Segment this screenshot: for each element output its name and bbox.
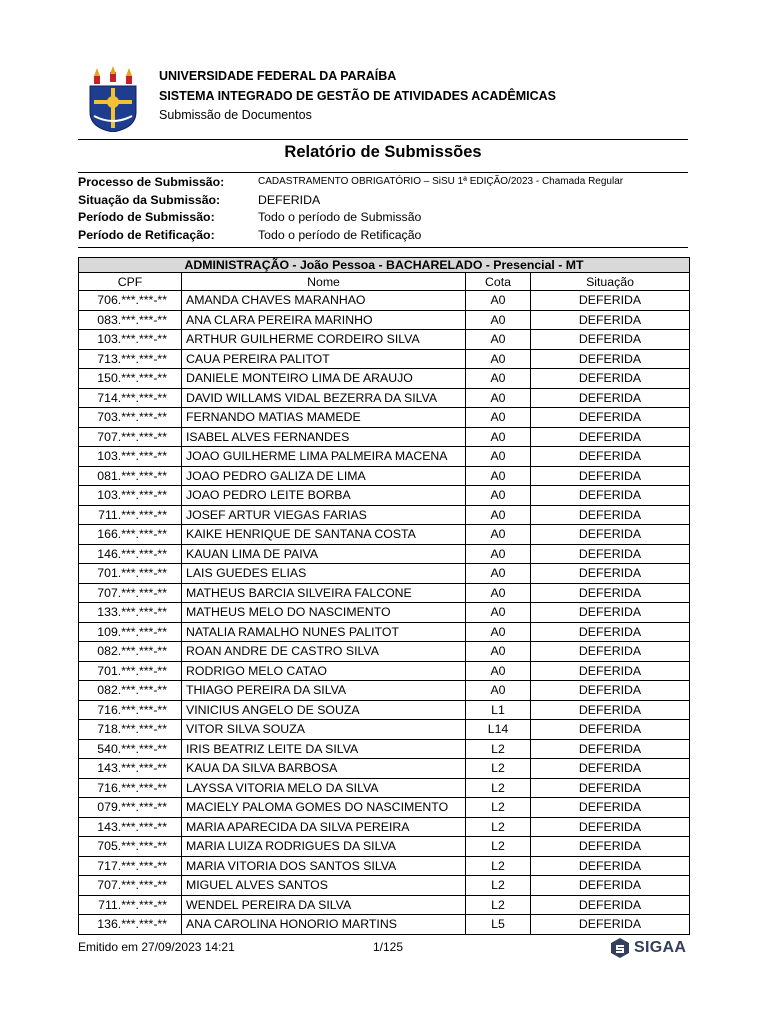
situacao-cell: DEFERIDA <box>531 486 690 506</box>
situacao-cell: DEFERIDA <box>531 544 690 564</box>
period-value: Todo o período de Submissão <box>258 210 422 225</box>
nome-cell: NATALIA RAMALHO NUNES PALITOT <box>182 622 466 642</box>
module-name: Submissão de Documentos <box>159 108 312 122</box>
table-row <box>79 447 690 467</box>
table-row <box>79 778 690 798</box>
situacao-cell: DEFERIDA <box>531 837 690 857</box>
sigaa-brand <box>610 937 686 959</box>
column-header-cota: Cota <box>466 273 531 291</box>
table-row <box>79 739 690 759</box>
nome-cell: ISABEL ALVES FERNANDES <box>182 427 466 447</box>
nome-cell: AMANDA CHAVES MARANHAO <box>182 291 466 311</box>
cota-cell: A0 <box>466 486 531 506</box>
situacao-cell: DEFERIDA <box>531 310 690 330</box>
cpf-cell: 150.***.***-** <box>79 369 182 389</box>
cota-cell: A0 <box>466 622 531 642</box>
cota-cell: A0 <box>466 583 531 603</box>
sigaa-logo-icon <box>610 937 630 959</box>
cpf-cell: 103.***.***-** <box>79 330 182 350</box>
table-row <box>79 505 690 525</box>
cota-cell: A0 <box>466 505 531 525</box>
cpf-cell: 166.***.***-** <box>79 525 182 545</box>
page-number: 1/125 <box>373 940 404 954</box>
cpf-cell: 718.***.***-** <box>79 720 182 740</box>
situacao-cell: DEFERIDA <box>531 876 690 896</box>
cpf-cell: 716.***.***-** <box>79 778 182 798</box>
nome-cell: MARIA APARECIDA DA SILVA PEREIRA <box>182 817 466 837</box>
cpf-cell: 082.***.***-** <box>79 681 182 701</box>
situacao-cell: DEFERIDA <box>531 603 690 623</box>
nome-cell: KAIKE HENRIQUE DE SANTANA COSTA <box>182 525 466 545</box>
nome-cell: ROAN ANDRE DE CASTRO SILVA <box>182 642 466 662</box>
nome-cell: KAUA DA SILVA BARBOSA <box>182 759 466 779</box>
status-value: DEFERIDA <box>258 192 321 207</box>
nome-cell: ARTHUR GUILHERME CORDEIRO SILVA <box>182 330 466 350</box>
cpf-cell: 143.***.***-** <box>79 817 182 837</box>
process-value: CADASTRAMENTO OBRIGATÓRIO – SiSU 1ª EDIÇÃO/2023 - Chamada Regular <box>258 176 624 188</box>
cpf-cell: 109.***.***-** <box>79 622 182 642</box>
cpf-cell: 103.***.***-** <box>79 486 182 506</box>
cpf-cell: 079.***.***-** <box>79 798 182 818</box>
cpf-cell: 707.***.***-** <box>79 427 182 447</box>
situacao-cell: DEFERIDA <box>531 349 690 369</box>
info-divider <box>78 247 688 248</box>
cota-cell: A0 <box>466 388 531 408</box>
period-label: Período de Submissão: <box>78 210 215 225</box>
cota-cell: L2 <box>466 895 531 915</box>
cota-cell: A0 <box>466 525 531 545</box>
nome-cell: RODRIGO MELO CATAO <box>182 661 466 681</box>
situacao-cell: DEFERIDA <box>531 778 690 798</box>
situacao-cell: DEFERIDA <box>531 622 690 642</box>
header-divider <box>78 139 688 140</box>
table-row <box>79 759 690 779</box>
cpf-cell: 707.***.***-** <box>79 876 182 896</box>
table-row <box>79 642 690 662</box>
retif-value: Todo o período de Retificação <box>258 228 422 243</box>
situacao-cell: DEFERIDA <box>531 583 690 603</box>
table-row <box>79 369 690 389</box>
cota-cell: A0 <box>466 369 531 389</box>
table-row <box>79 466 690 486</box>
nome-cell: ANA CLARA PEREIRA MARINHO <box>182 310 466 330</box>
nome-cell: LAYSSA VITORIA MELO DA SILVA <box>182 778 466 798</box>
cota-cell: A0 <box>466 447 531 467</box>
cota-cell: L2 <box>466 759 531 779</box>
cpf-cell: 701.***.***-** <box>79 661 182 681</box>
cota-cell: L2 <box>466 876 531 896</box>
table-row <box>79 349 690 369</box>
situacao-cell: DEFERIDA <box>531 525 690 545</box>
situacao-cell: DEFERIDA <box>531 427 690 447</box>
cpf-cell: 136.***.***-** <box>79 915 182 935</box>
cota-cell: A0 <box>466 349 531 369</box>
table-row <box>79 915 690 935</box>
cpf-cell: 707.***.***-** <box>79 583 182 603</box>
cpf-cell: 133.***.***-** <box>79 603 182 623</box>
column-header-situacao: Situação <box>531 273 690 291</box>
nome-cell: MARIA LUIZA RODRIGUES DA SILVA <box>182 837 466 857</box>
report-info <box>78 173 688 244</box>
situacao-cell: DEFERIDA <box>531 447 690 467</box>
situacao-cell: DEFERIDA <box>531 817 690 837</box>
cpf-cell: 081.***.***-** <box>79 466 182 486</box>
nome-cell: CAUA PEREIRA PALITOT <box>182 349 466 369</box>
cpf-cell: 711.***.***-** <box>79 505 182 525</box>
cota-cell: A0 <box>466 408 531 428</box>
situacao-cell: DEFERIDA <box>531 700 690 720</box>
table-row <box>79 661 690 681</box>
cpf-cell: 146.***.***-** <box>79 544 182 564</box>
nome-cell: FERNANDO MATIAS MAMEDE <box>182 408 466 428</box>
nome-cell: MARIA VITORIA DOS SANTOS SILVA <box>182 856 466 876</box>
university-crest-logo <box>88 66 138 132</box>
situacao-cell: DEFERIDA <box>531 466 690 486</box>
cpf-cell: 705.***.***-** <box>79 837 182 857</box>
cota-cell: L14 <box>466 720 531 740</box>
table-row <box>79 291 690 311</box>
situacao-cell: DEFERIDA <box>531 330 690 350</box>
cpf-cell: 083.***.***-** <box>79 310 182 330</box>
nome-cell: DANIELE MONTEIRO LIMA DE ARAUJO <box>182 369 466 389</box>
table-row <box>79 330 690 350</box>
cota-cell: L2 <box>466 817 531 837</box>
table-row <box>79 895 690 915</box>
emitted-timestamp: Emitido em 27/09/2023 14:21 <box>78 940 235 954</box>
cota-cell: L1 <box>466 700 531 720</box>
table-row <box>79 408 690 428</box>
situacao-cell: DEFERIDA <box>531 291 690 311</box>
situacao-cell: DEFERIDA <box>531 408 690 428</box>
cota-cell: A0 <box>466 544 531 564</box>
table-row <box>79 486 690 506</box>
table-row <box>79 700 690 720</box>
cota-cell: L2 <box>466 856 531 876</box>
table-row <box>79 856 690 876</box>
situacao-cell: DEFERIDA <box>531 856 690 876</box>
table-row <box>79 720 690 740</box>
nome-cell: ANA CAROLINA HONORIO MARTINS <box>182 915 466 935</box>
cota-cell: L2 <box>466 837 531 857</box>
cota-cell: L2 <box>466 798 531 818</box>
nome-cell: DAVID WILLAMS VIDAL BEZERRA DA SILVA <box>182 388 466 408</box>
column-header-nome: Nome <box>182 273 466 291</box>
table-row <box>79 622 690 642</box>
nome-cell: VITOR SILVA SOUZA <box>182 720 466 740</box>
process-label: Processo de Submissão: <box>78 174 225 189</box>
table-row <box>79 525 690 545</box>
cpf-cell: 540.***.***-** <box>79 739 182 759</box>
cpf-cell: 703.***.***-** <box>79 408 182 428</box>
status-label: Situação da Submissão: <box>78 192 221 207</box>
cpf-cell: 103.***.***-** <box>79 447 182 467</box>
nome-cell: MACIELY PALOMA GOMES DO NASCIMENTO <box>182 798 466 818</box>
nome-cell: MATHEUS MELO DO NASCIMENTO <box>182 603 466 623</box>
table-row <box>79 817 690 837</box>
nome-cell: MIGUEL ALVES SANTOS <box>182 876 466 896</box>
nome-cell: JOAO GUILHERME LIMA PALMEIRA MACENA <box>182 447 466 467</box>
situacao-cell: DEFERIDA <box>531 505 690 525</box>
nome-cell: KAUAN LIMA DE PAIVA <box>182 544 466 564</box>
cota-cell: A0 <box>466 661 531 681</box>
cpf-cell: 701.***.***-** <box>79 564 182 584</box>
university-name: UNIVERSIDADE FEDERAL DA PARAÍBA <box>159 69 397 83</box>
nome-cell: IRIS BEATRIZ LEITE DA SILVA <box>182 739 466 759</box>
nome-cell: WENDEL PEREIRA DA SILVA <box>182 895 466 915</box>
table-row <box>79 681 690 701</box>
cota-cell: A0 <box>466 681 531 701</box>
cpf-cell: 082.***.***-** <box>79 642 182 662</box>
report-title: Relatório de Submissões <box>284 143 482 161</box>
situacao-cell: DEFERIDA <box>531 895 690 915</box>
situacao-cell: DEFERIDA <box>531 915 690 935</box>
nome-cell: VINICIUS ANGELO DE SOUZA <box>182 700 466 720</box>
cpf-cell: 711.***.***-** <box>79 895 182 915</box>
nome-cell: MATHEUS BARCIA SILVEIRA FALCONE <box>182 583 466 603</box>
retif-label: Período de Retificação: <box>78 228 215 243</box>
table-row <box>79 544 690 564</box>
cota-cell: A0 <box>466 310 531 330</box>
situacao-cell: DEFERIDA <box>531 564 690 584</box>
situacao-cell: DEFERIDA <box>531 369 690 389</box>
table-row <box>79 564 690 584</box>
column-header-cpf: CPF <box>79 273 182 291</box>
situacao-cell: DEFERIDA <box>531 388 690 408</box>
course-group-title: ADMINISTRAÇÃO - João Pessoa - BACHARELADO - Presencial - MT <box>79 258 690 273</box>
cota-cell: A0 <box>466 603 531 623</box>
table-row <box>79 388 690 408</box>
cpf-cell: 143.***.***-** <box>79 759 182 779</box>
cota-cell: L2 <box>466 778 531 798</box>
table-row <box>79 427 690 447</box>
cota-cell: A0 <box>466 330 531 350</box>
situacao-cell: DEFERIDA <box>531 798 690 818</box>
cpf-cell: 713.***.***-** <box>79 349 182 369</box>
cota-cell: A0 <box>466 427 531 447</box>
situacao-cell: DEFERIDA <box>531 642 690 662</box>
sigaa-brand-text: SIGAA <box>634 939 687 956</box>
cota-cell: A0 <box>466 564 531 584</box>
situacao-cell: DEFERIDA <box>531 739 690 759</box>
cota-cell: L5 <box>466 915 531 935</box>
nome-cell: JOAO PEDRO GALIZA DE LIMA <box>182 466 466 486</box>
table-row <box>79 798 690 818</box>
table-row <box>79 876 690 896</box>
cota-cell: A0 <box>466 642 531 662</box>
nome-cell: THIAGO PEREIRA DA SILVA <box>182 681 466 701</box>
cota-cell: L2 <box>466 739 531 759</box>
situacao-cell: DEFERIDA <box>531 720 690 740</box>
situacao-cell: DEFERIDA <box>531 661 690 681</box>
nome-cell: JOAO PEDRO LEITE BORBA <box>182 486 466 506</box>
table-row <box>79 310 690 330</box>
nome-cell: LAIS GUEDES ELIAS <box>182 564 466 584</box>
submissions-table <box>78 257 690 935</box>
situacao-cell: DEFERIDA <box>531 681 690 701</box>
cpf-cell: 706.***.***-** <box>79 291 182 311</box>
cota-cell: A0 <box>466 291 531 311</box>
cota-cell: A0 <box>466 466 531 486</box>
cpf-cell: 717.***.***-** <box>79 856 182 876</box>
situacao-cell: DEFERIDA <box>531 759 690 779</box>
cpf-cell: 714.***.***-** <box>79 388 182 408</box>
system-name: SISTEMA INTEGRADO DE GESTÃO DE ATIVIDADES ACADÊMICAS <box>159 89 557 103</box>
cpf-cell: 716.***.***-** <box>79 700 182 720</box>
table-row <box>79 603 690 623</box>
table-row <box>79 583 690 603</box>
nome-cell: JOSEF ARTUR VIEGAS FARIAS <box>182 505 466 525</box>
table-row <box>79 837 690 857</box>
